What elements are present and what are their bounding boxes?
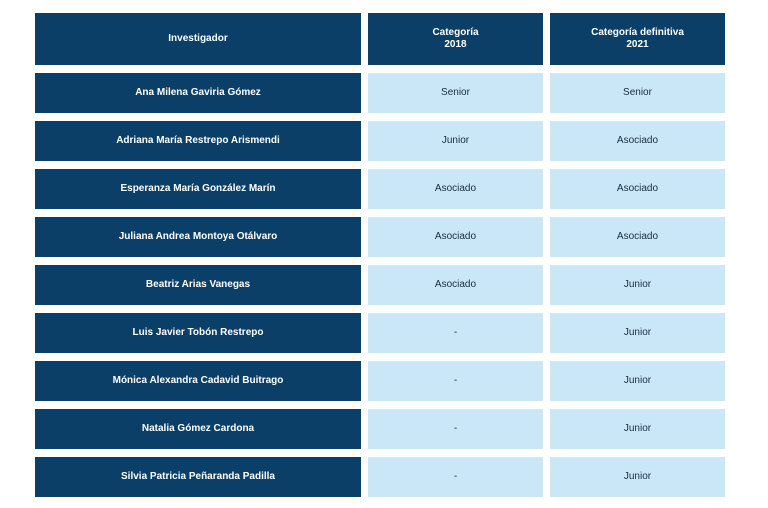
table-header-row — [35, 13, 725, 65]
table-row — [35, 121, 725, 161]
table-row — [35, 73, 725, 113]
row-name: Silvia Patricia Peñaranda Padilla — [35, 457, 361, 497]
row-category-2018: - — [368, 457, 543, 497]
row-category-2018: Junior — [368, 121, 543, 161]
row-category-2018: Asociado — [368, 217, 543, 257]
header-categoria-2018-label: Categoría — [432, 27, 479, 38]
row-category-2018: - — [368, 313, 543, 353]
row-name: Luis Javier Tobón Restrepo — [35, 313, 361, 353]
table-row — [35, 265, 725, 305]
researchers-table — [35, 13, 725, 505]
row-name: Esperanza María González Marín — [35, 169, 361, 209]
row-name: Juliana Andrea Montoya Otálvaro — [35, 217, 361, 257]
row-category-2018: - — [368, 409, 543, 449]
row-name: Mónica Alexandra Cadavid Buitrago — [35, 361, 361, 401]
row-category-2021: Asociado — [550, 121, 725, 161]
row-category-2018: Asociado — [368, 169, 543, 209]
header-categoria-2021 — [550, 13, 725, 65]
row-category-2018: Senior — [368, 73, 543, 113]
table-row — [35, 169, 725, 209]
row-category-2021: Asociado — [550, 217, 725, 257]
header-categoria-2021-year: 2021 — [626, 39, 649, 50]
header-categoria-2018-year: 2018 — [444, 39, 467, 50]
row-category-2021: Junior — [550, 313, 725, 353]
row-name: Beatriz Arias Vanegas — [35, 265, 361, 305]
row-name: Ana Milena Gaviria Gómez — [35, 73, 361, 113]
table-row — [35, 361, 725, 401]
row-category-2021: Junior — [550, 265, 725, 305]
header-categoria-2018 — [368, 13, 543, 65]
row-category-2021: Junior — [550, 409, 725, 449]
header-categoria-2021-label: Categoría definitiva — [591, 27, 684, 38]
row-name: Natalia Gómez Cardona — [35, 409, 361, 449]
table-row — [35, 313, 725, 353]
table-row — [35, 217, 725, 257]
table-row — [35, 457, 725, 497]
row-category-2021: Asociado — [550, 169, 725, 209]
table-row — [35, 409, 725, 449]
row-category-2021: Junior — [550, 361, 725, 401]
row-category-2018: - — [368, 361, 543, 401]
row-category-2021: Junior — [550, 457, 725, 497]
row-category-2021: Senior — [550, 73, 725, 113]
header-investigador — [35, 13, 361, 65]
row-name: Adriana María Restrepo Arismendi — [35, 121, 361, 161]
header-investigador-label: Investigador — [168, 33, 228, 44]
row-category-2018: Asociado — [368, 265, 543, 305]
